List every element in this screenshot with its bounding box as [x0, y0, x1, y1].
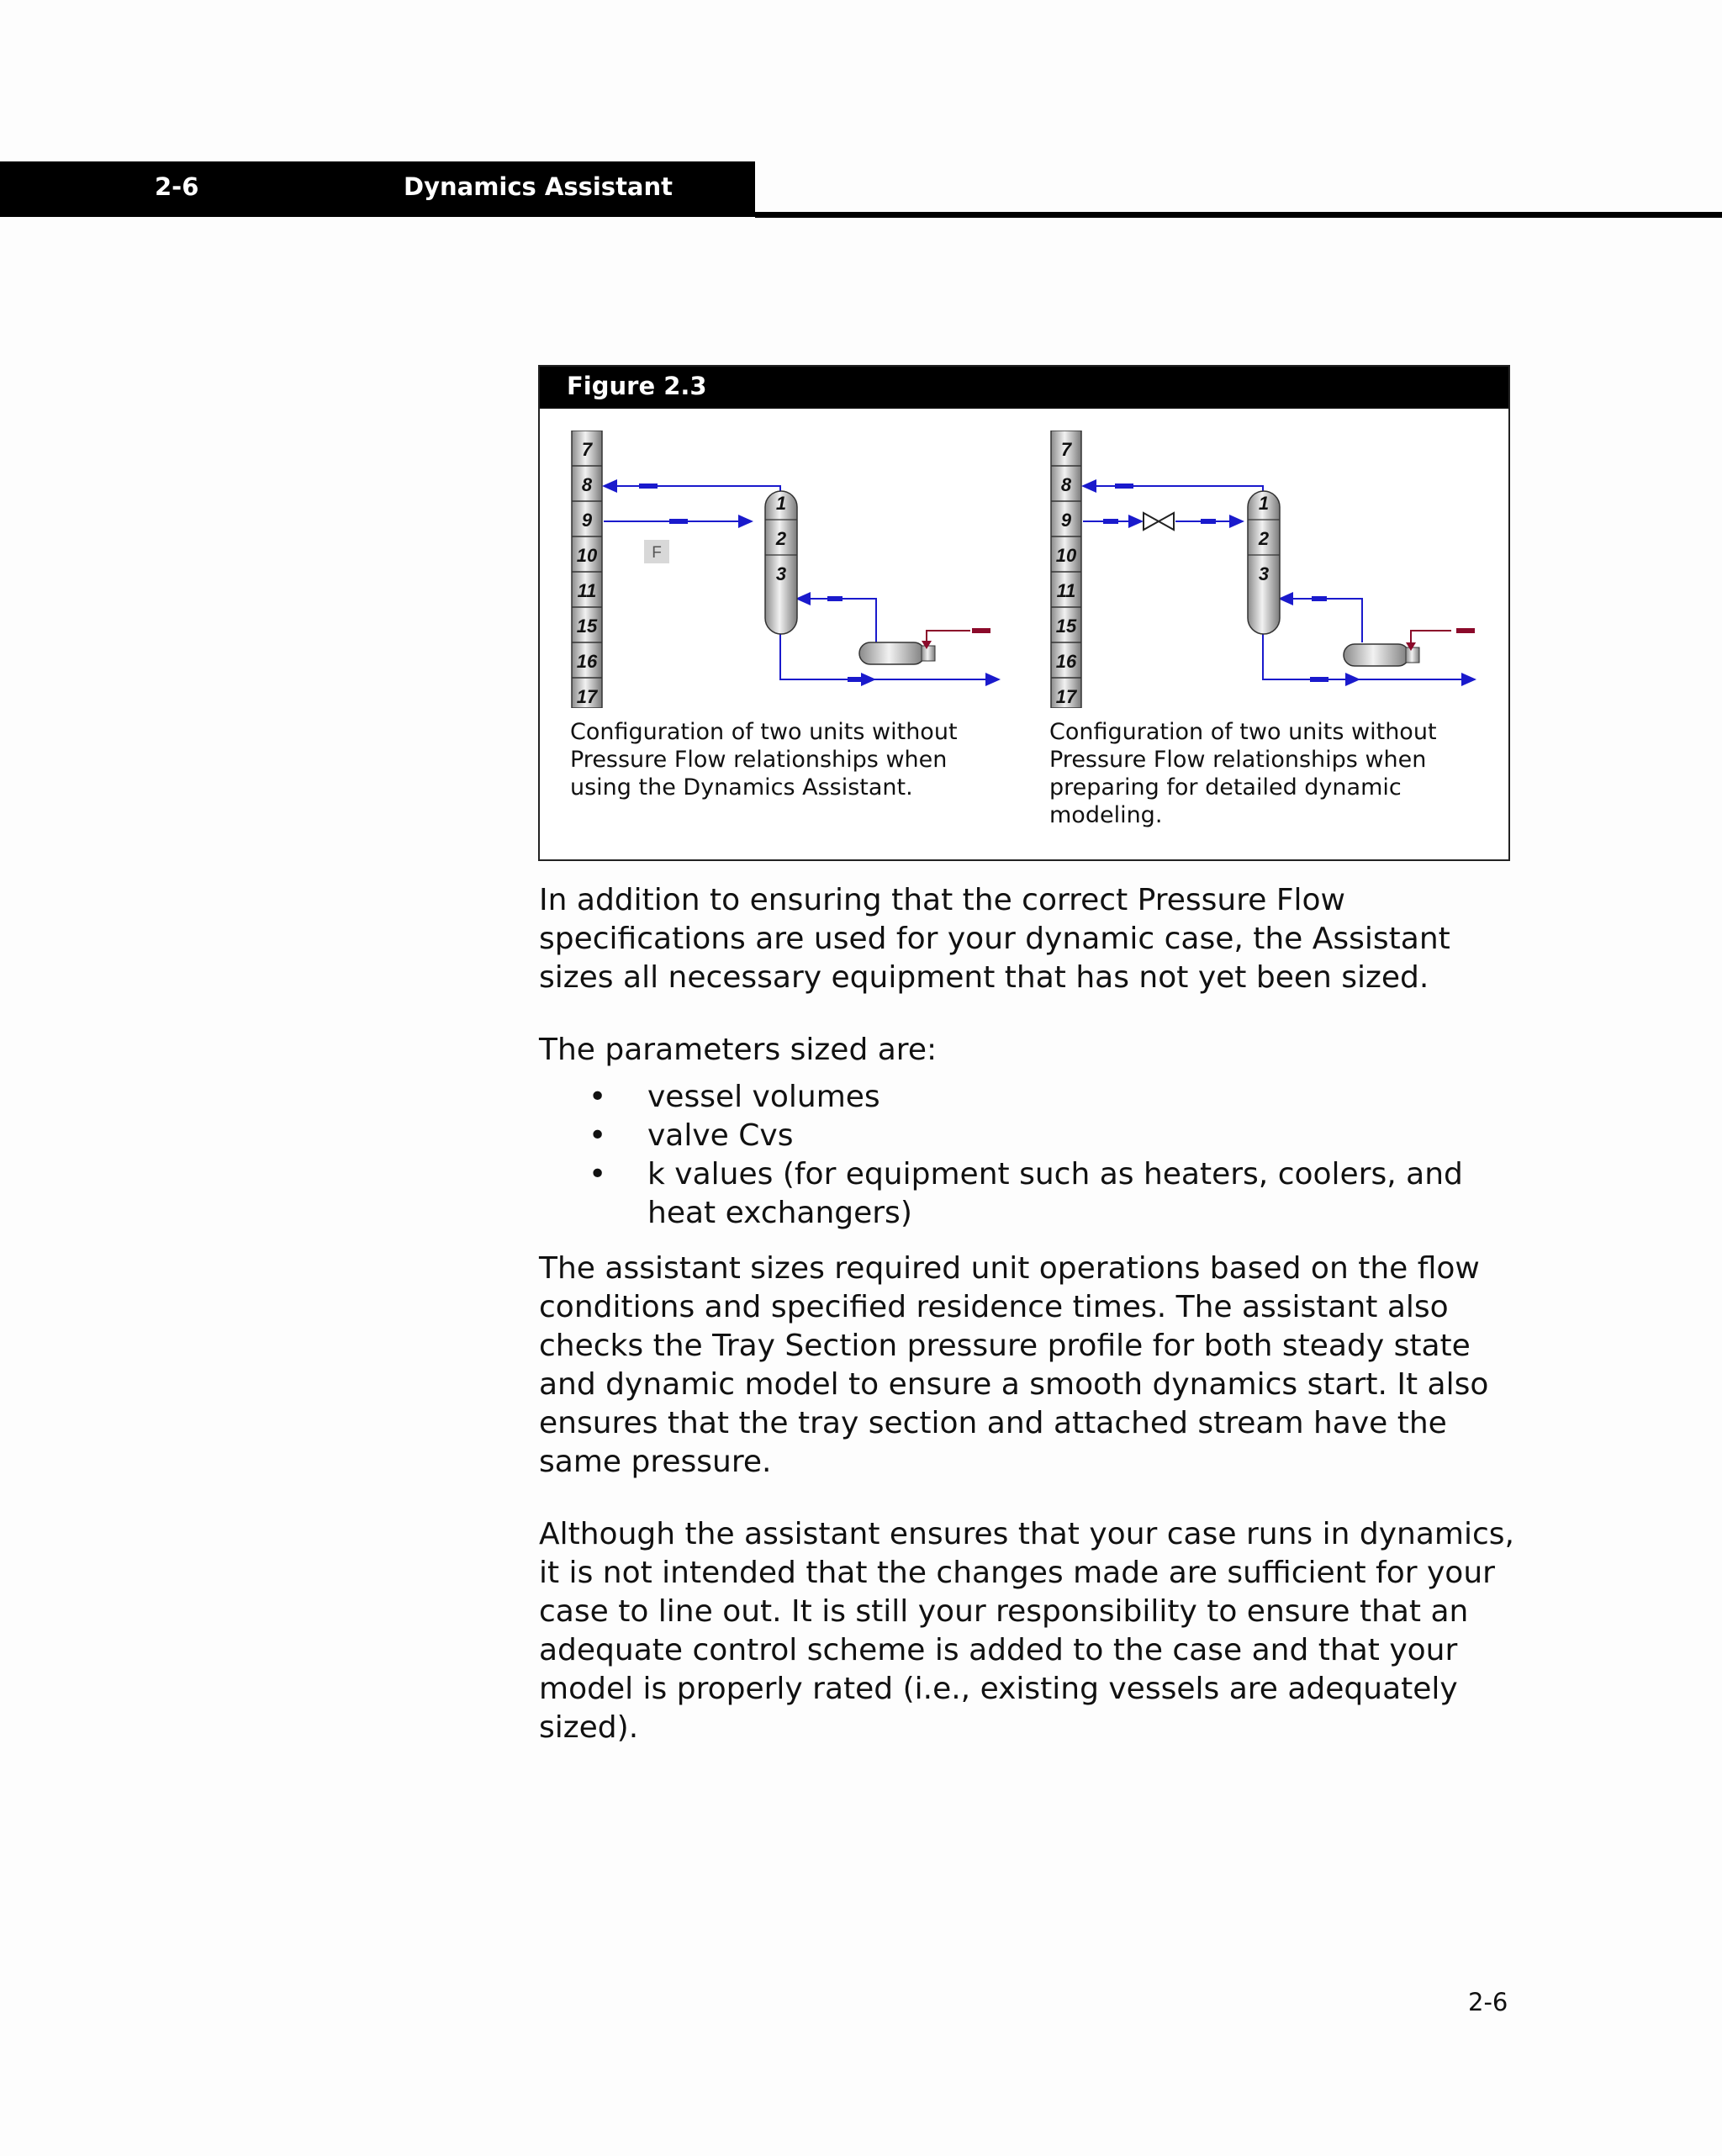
- tray-label: 17: [1055, 686, 1077, 707]
- tray-label: 16: [576, 651, 598, 672]
- vapor-return-stream: [1083, 486, 1263, 491]
- tray-label: 11: [1056, 580, 1076, 601]
- tray-label: 9: [1060, 510, 1072, 531]
- feed-badge-label: F: [652, 544, 662, 562]
- tray-label: 11: [577, 580, 597, 601]
- left-flowsheet-diagram: [570, 431, 1007, 708]
- reboiler-vapor-stream: [1280, 599, 1362, 642]
- right-caption: Configuration of two units without Pressure Flow relationships when preparing for detailed dynamic modeling.: [1049, 719, 1437, 828]
- header-rule: [755, 212, 1722, 218]
- tray-label: 17: [576, 686, 598, 707]
- column-stage-label: 2: [775, 528, 787, 549]
- reboiler-vessel: [859, 642, 935, 664]
- tray-label: 15: [576, 616, 598, 637]
- stripper-column: [765, 491, 797, 634]
- tray-label: 16: [1055, 651, 1077, 672]
- tray-section-column: [1051, 431, 1081, 708]
- tray-label: 7: [581, 439, 593, 460]
- paragraph-sizing-intro: In addition to ensuring that the correct Pressure Flow specifications are used for your dynamic case, the Assistant sizes all necessary equipment that has not yet been sized.: [539, 883, 1450, 995]
- tray-label: 8: [1060, 474, 1072, 495]
- parameters-list: [589, 1078, 1513, 1233]
- parameters-heading: The parameters sized are:: [539, 1033, 938, 1067]
- column-stage-label: 3: [775, 563, 787, 584]
- column-stage-label: 1: [775, 493, 787, 514]
- column-stage-label: 1: [1258, 493, 1270, 514]
- vapor-return-stream: [604, 486, 780, 491]
- reboiler-vessel: [1344, 644, 1419, 666]
- header-page-number: 2-6: [155, 172, 199, 201]
- feed-badge: [644, 540, 669, 563]
- column-stage-label: 2: [1258, 528, 1270, 549]
- header-section-title: Dynamics Assistant: [404, 172, 673, 201]
- list-item: • valve Cvs: [589, 1118, 794, 1153]
- stripper-column: [1248, 491, 1280, 634]
- tray-label: 8: [581, 474, 593, 495]
- left-caption: Configuration of two units without Pressure Flow relationships when using the Dynamics Assistant.: [570, 719, 958, 801]
- tray-section-column: [572, 431, 602, 708]
- tray-label: 9: [581, 510, 593, 531]
- figure-title: Figure 2.3: [540, 367, 1508, 409]
- footer-page-number: 2-6: [1468, 1988, 1508, 2016]
- list-item: • k values (for equipment such as heaters, coolers, and heat exchangers): [589, 1157, 1463, 1230]
- tray-label: 15: [1055, 616, 1077, 637]
- tray-label: 7: [1060, 439, 1072, 460]
- reboiler-vapor-stream: [797, 599, 876, 642]
- paragraph-responsibility: Although the assistant ensures that your case runs in dynamics, it is not intended that the changes made are sufficient for your case to line out. It is still your responsibility to ensure that an adequate control scheme is added to the case and that your model is properly rated (i.e., existing vessels are adequately sized).: [539, 1517, 1514, 1745]
- list-item: • vessel volumes: [589, 1080, 880, 1114]
- right-flowsheet-diagram: [1049, 431, 1487, 708]
- column-stage-label: 3: [1258, 563, 1270, 584]
- tray-label: 10: [576, 545, 598, 566]
- tray-label: 10: [1055, 545, 1077, 566]
- paragraph-unit-sizing: The assistant sizes required unit operations based on the flow conditions and specified residence times. The assistant also checks the Tray Section pressure profile for both steady state and dynamic model to ensure a smooth dynamics start. It also ensures that the tray section and attached stream have the same pressure.: [539, 1251, 1489, 1479]
- running-header: [0, 161, 755, 217]
- valve-icon: [1144, 513, 1174, 530]
- figure-box: [538, 365, 1510, 861]
